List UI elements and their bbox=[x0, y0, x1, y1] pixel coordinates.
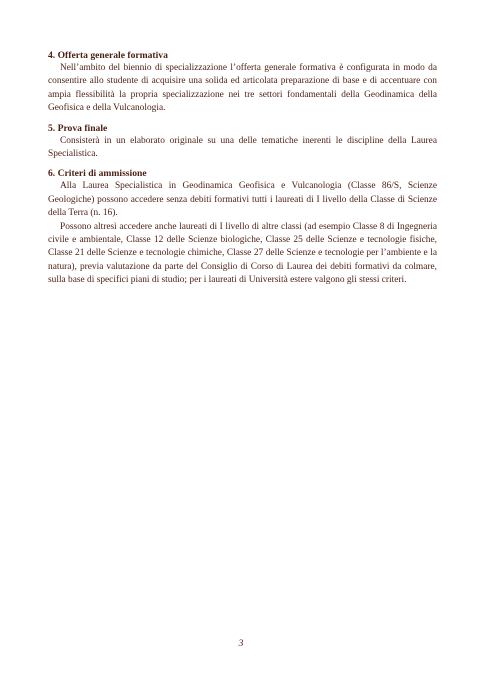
page-body bbox=[48, 50, 437, 295]
section-criteri-ammissione bbox=[48, 168, 437, 287]
section-heading: 4. Offerta generale formativa bbox=[48, 50, 168, 61]
section-paragraph: Alla Laurea Specialistica in Geodinamica Geofisica e Vulcanologia (Classe 86/S, Scienze Geologiche) possono accedere senza debiti formativi tutti i laureati di I livello della Classe di Scienze della Terra (n. 16). bbox=[48, 181, 437, 219]
section-offerta-formativa bbox=[48, 50, 437, 116]
section-paragraph: Possono altresì accedere anche laureati di I livello di altre classi (ad esempio Classe 8 di Ingegneria civile e ambientale, Classe 12 delle Scienze biologiche, Classe 25 delle Scienze e tecnologie fisiche, Classe 21 delle Scienze e tecnologie chimiche, Classe 27 delle Scienze e tecnologie per l’ambiente e la natura), previa valutazione da parte del Consiglio di Corso di Laurea dei debiti formativi da colmare, sulla base di specifici piani di studio; per i laureati di Università estere valgono gli stessi criteri. bbox=[48, 221, 437, 286]
section-heading: 6. Criteri di ammissione bbox=[48, 168, 147, 180]
page-number: 3 bbox=[238, 638, 244, 649]
section-paragraph: Consisterà in un elaborato originale su una delle tematiche inerenti le discipline della Laurea Specialistica. bbox=[48, 135, 437, 160]
section-prova-finale bbox=[48, 123, 437, 162]
section-heading: 5. Prova finale bbox=[48, 122, 108, 134]
section-paragraph: Nell’ambito del biennio di specializzazione l’offerta generale formativa è configurata in modo da consentire allo studente di acquisire una solida ed articolata preparazione di base e di accentuare con ampia flessibilità la propria specializzazione nei tre settori fondamentali della Geodinamica della Geofisica e della Vulcanologia. bbox=[48, 63, 437, 114]
